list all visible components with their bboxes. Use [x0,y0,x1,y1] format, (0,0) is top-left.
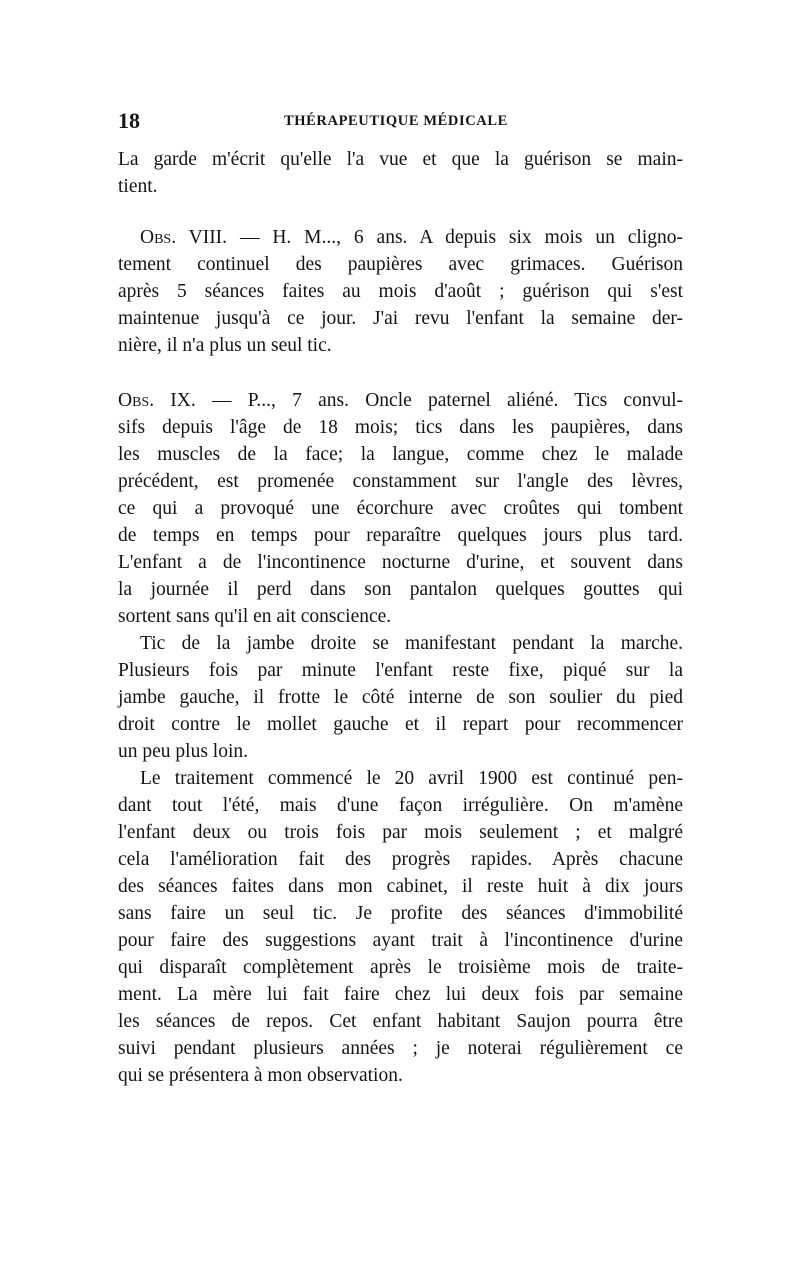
text-line: précédent, est promenée constamment sur l'angle des lèvres, [118,471,683,492]
book-page [118,108,683,1089]
text-line: L'enfant a de l'incontinence nocturne d'urine, et souvent dans [118,552,683,573]
text-line: Plusieurs fois par minute l'enfant reste fixe, piqué sur la [118,660,683,681]
text-line: maintenue jusqu'à ce jour. J'ai revu l'enfant la semaine der- [118,308,683,329]
text-line: l'enfant deux ou trois fois par mois seulement ; et malgré [118,822,683,843]
paragraph-obs-viii [118,224,683,359]
text-line: sans faire un seul tic. Je profite des séances d'immobilité [118,903,683,924]
text-line: pour faire des suggestions ayant trait à l'incontinence d'urine [118,930,683,951]
text-line: ment. La mère lui fait faire chez lui deux fois par semaine [118,984,683,1005]
text-line: tient. [118,176,158,197]
running-title: THÉRAPEUTIQUE MÉDICALE [284,113,508,129]
paragraph-traitement [118,765,683,1089]
text-line: La garde m'écrit qu'elle l'a vue et que la guérison se main- [118,149,683,170]
text-line: des séances faites dans mon cabinet, il reste huit à dix jours [118,876,683,897]
text-line: jambe gauche, il frotte le côté interne de son soulier du pied [118,687,683,708]
text-line: Le traitement commencé le 20 avril 1900 est continué pen- [140,768,683,789]
text-line: tement continuel des paupières avec grimaces. Guérison [118,254,683,275]
text-line: la journée il perd dans son pantalon quelques gouttes qui [118,579,683,600]
text-fragment: — P..., 7 ans. Oncle paternel aliéné. Tics convul- [195,390,683,411]
text-line: ce qui a provoqué une écorchure avec croûtes qui tombent [118,498,683,519]
text-line: droit contre le mollet gauche et il repart pour recommencer [118,714,683,735]
text-line: qui se présentera à mon observation. [118,1065,403,1086]
observation-label: Obs. VIII. [140,227,228,248]
paragraph-obs-ix [118,387,683,630]
text-line: Tic de la jambe droite se manifestant pendant la marche. [140,633,683,654]
text-line: après 5 séances faites au mois d'août ; guérison qui s'est [118,281,683,302]
text-line: suivi pendant plusieurs années ; je noterai régulièrement ce [118,1038,683,1059]
observation-label: Obs. IX. [118,390,196,411]
text-line: qui disparaît complètement après le troisième mois de traite- [118,957,683,978]
text-line: les muscles de la face; la langue, comme chez le malade [118,444,683,465]
text-line [118,224,683,251]
paragraph-continuation [118,146,683,200]
page-header [118,108,683,146]
text-line: dant tout l'été, mais d'une façon irrégulière. On m'amène [118,795,683,816]
text-line: sortent sans qu'il en ait conscience. [118,606,392,627]
text-line: nière, il n'a plus un seul tic. [118,335,332,356]
text-line: de temps en temps pour reparaître quelques jours plus tard. [118,525,683,546]
text-line: les séances de repos. Cet enfant habitant Saujon pourra être [118,1011,683,1032]
text-line: un peu plus loin. [118,741,248,762]
text-line [118,387,683,414]
page-number: 18 [118,108,140,133]
paragraph-tic-jambe [118,630,683,765]
text-line: sifs depuis l'âge de 18 mois; tics dans les paupières, dans [118,417,683,438]
text-line: cela l'amélioration fait des progrès rapides. Après chacune [118,849,683,870]
text-fragment: — H. M..., 6 ans. A depuis six mois un cligno- [227,227,684,248]
